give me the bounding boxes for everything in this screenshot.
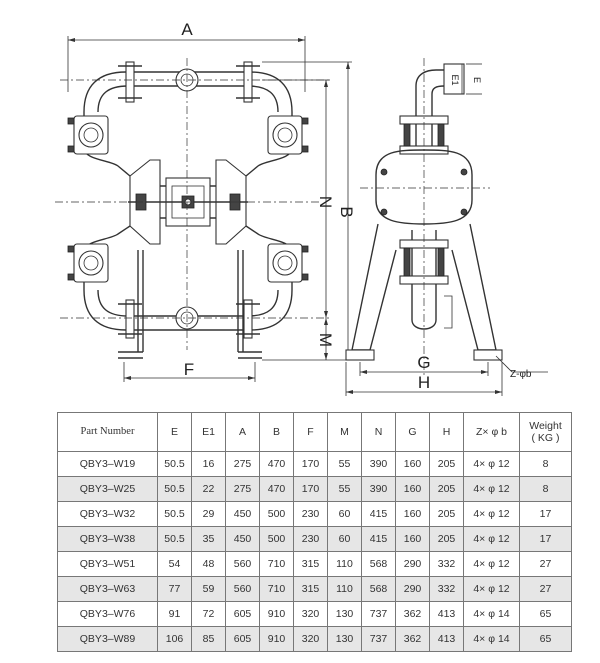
dimension-m bbox=[316, 318, 335, 360]
cell-b: 710 bbox=[260, 552, 294, 577]
cell-m: 60 bbox=[328, 502, 362, 527]
cell-h: 332 bbox=[430, 552, 464, 577]
cell-h: 205 bbox=[430, 527, 464, 552]
dimension-b bbox=[262, 62, 356, 360]
cell-part-number: QBY3–W63 bbox=[58, 577, 158, 602]
cell-e: 77 bbox=[158, 577, 192, 602]
dimension-table bbox=[57, 412, 572, 652]
cell-weight: 8 bbox=[520, 452, 572, 477]
cell-g: 290 bbox=[396, 552, 430, 577]
cell-e1: 29 bbox=[192, 502, 226, 527]
cell-e: 50.5 bbox=[158, 452, 192, 477]
cell-part-number: QBY3–W89 bbox=[58, 627, 158, 652]
cell-holes: 4× φ 14 bbox=[464, 627, 520, 652]
cell-n: 568 bbox=[362, 552, 396, 577]
cell-g: 160 bbox=[396, 527, 430, 552]
cell-weight: 65 bbox=[520, 627, 572, 652]
table-row bbox=[58, 627, 572, 652]
cell-h: 413 bbox=[430, 627, 464, 652]
cell-holes: 4× φ 14 bbox=[464, 602, 520, 627]
cell-f: 315 bbox=[294, 577, 328, 602]
cell-e: 91 bbox=[158, 602, 192, 627]
cell-a: 450 bbox=[226, 502, 260, 527]
cell-a: 560 bbox=[226, 577, 260, 602]
cell-h: 205 bbox=[430, 452, 464, 477]
cell-holes: 4× φ 12 bbox=[464, 577, 520, 602]
header-m: M bbox=[328, 413, 362, 452]
cell-part-number: QBY3–W32 bbox=[58, 502, 158, 527]
cell-a: 275 bbox=[226, 477, 260, 502]
header-b: B bbox=[260, 413, 294, 452]
label-f: F bbox=[183, 360, 195, 379]
table-row bbox=[58, 602, 572, 627]
cell-a: 605 bbox=[226, 602, 260, 627]
header-a: A bbox=[226, 413, 260, 452]
cell-h: 413 bbox=[430, 602, 464, 627]
cell-weight: 27 bbox=[520, 552, 572, 577]
cell-n: 390 bbox=[362, 452, 396, 477]
cell-f: 320 bbox=[294, 602, 328, 627]
label-h: H bbox=[417, 373, 431, 392]
label-m: M bbox=[316, 332, 335, 348]
cell-h: 332 bbox=[430, 577, 464, 602]
cell-b: 910 bbox=[260, 602, 294, 627]
cell-weight: 27 bbox=[520, 577, 572, 602]
cell-e1: 16 bbox=[192, 452, 226, 477]
bottom-manifold bbox=[84, 290, 292, 338]
cell-g: 160 bbox=[396, 502, 430, 527]
cell-n: 415 bbox=[362, 527, 396, 552]
cell-f: 170 bbox=[294, 452, 328, 477]
header-weight: Weight ( KG ) bbox=[520, 413, 572, 452]
cell-e1: 48 bbox=[192, 552, 226, 577]
cell-e: 50.5 bbox=[158, 477, 192, 502]
cell-e1: 72 bbox=[192, 602, 226, 627]
front-view bbox=[55, 20, 356, 382]
table-row bbox=[58, 577, 572, 602]
table-row bbox=[58, 502, 572, 527]
cell-weight: 65 bbox=[520, 602, 572, 627]
cell-e1: 85 bbox=[192, 627, 226, 652]
table-row bbox=[58, 452, 572, 477]
cell-f: 230 bbox=[294, 502, 328, 527]
cell-b: 500 bbox=[260, 502, 294, 527]
cell-holes: 4× φ 12 bbox=[464, 477, 520, 502]
cell-b: 470 bbox=[260, 452, 294, 477]
cell-b: 710 bbox=[260, 577, 294, 602]
dimension-f bbox=[124, 360, 255, 382]
side-view bbox=[346, 58, 548, 396]
cell-n: 737 bbox=[362, 627, 396, 652]
cell-a: 275 bbox=[226, 452, 260, 477]
label-g: G bbox=[417, 353, 431, 372]
header-part-number: Part Number bbox=[58, 413, 158, 452]
cell-g: 290 bbox=[396, 577, 430, 602]
top-manifold bbox=[84, 62, 292, 112]
cell-b: 470 bbox=[260, 477, 294, 502]
header-holes: Z× φ b bbox=[464, 413, 520, 452]
cell-e: 50.5 bbox=[158, 527, 192, 552]
cell-a: 450 bbox=[226, 527, 260, 552]
cell-g: 160 bbox=[396, 477, 430, 502]
cell-b: 910 bbox=[260, 627, 294, 652]
cell-n: 568 bbox=[362, 577, 396, 602]
cell-m: 55 bbox=[328, 477, 362, 502]
cell-weight: 8 bbox=[520, 477, 572, 502]
cell-e: 106 bbox=[158, 627, 192, 652]
cell-part-number: QBY3–W25 bbox=[58, 477, 158, 502]
header-e: E bbox=[158, 413, 192, 452]
cell-part-number: QBY3–W19 bbox=[58, 452, 158, 477]
cell-part-number: QBY3–W76 bbox=[58, 602, 158, 627]
header-g: G bbox=[396, 413, 430, 452]
cell-m: 130 bbox=[328, 627, 362, 652]
label-e1: E1 bbox=[450, 74, 460, 86]
cell-g: 160 bbox=[396, 452, 430, 477]
cell-e: 54 bbox=[158, 552, 192, 577]
cell-e: 50.5 bbox=[158, 502, 192, 527]
cell-weight: 17 bbox=[520, 502, 572, 527]
label-hole: Z-φb bbox=[510, 369, 532, 380]
cell-n: 415 bbox=[362, 502, 396, 527]
cell-f: 170 bbox=[294, 477, 328, 502]
cell-part-number: QBY3–W38 bbox=[58, 527, 158, 552]
cell-b: 500 bbox=[260, 527, 294, 552]
cell-a: 560 bbox=[226, 552, 260, 577]
table-header-row bbox=[58, 413, 572, 452]
cell-h: 205 bbox=[430, 477, 464, 502]
cell-f: 320 bbox=[294, 627, 328, 652]
cell-n: 737 bbox=[362, 602, 396, 627]
cell-part-number: QBY3–W51 bbox=[58, 552, 158, 577]
cell-e1: 59 bbox=[192, 577, 226, 602]
table-body bbox=[58, 452, 572, 652]
cell-m: 55 bbox=[328, 452, 362, 477]
cell-m: 110 bbox=[328, 577, 362, 602]
cell-holes: 4× φ 12 bbox=[464, 527, 520, 552]
label-e: E bbox=[472, 76, 482, 84]
cell-holes: 4× φ 12 bbox=[464, 452, 520, 477]
label-a: A bbox=[181, 20, 193, 39]
cell-m: 60 bbox=[328, 527, 362, 552]
header-e1: E1 bbox=[192, 413, 226, 452]
header-f: F bbox=[294, 413, 328, 452]
table-row bbox=[58, 552, 572, 577]
cell-g: 362 bbox=[396, 627, 430, 652]
label-n: N bbox=[316, 195, 335, 209]
cell-f: 230 bbox=[294, 527, 328, 552]
header-n: N bbox=[362, 413, 396, 452]
cell-e1: 35 bbox=[192, 527, 226, 552]
cell-h: 205 bbox=[430, 502, 464, 527]
cell-g: 362 bbox=[396, 602, 430, 627]
cell-holes: 4× φ 12 bbox=[464, 502, 520, 527]
cell-e1: 22 bbox=[192, 477, 226, 502]
cell-holes: 4× φ 12 bbox=[464, 552, 520, 577]
cell-m: 130 bbox=[328, 602, 362, 627]
cell-a: 605 bbox=[226, 627, 260, 652]
label-b: B bbox=[337, 206, 356, 218]
hole-callout bbox=[496, 356, 548, 380]
cell-n: 390 bbox=[362, 477, 396, 502]
table-row bbox=[58, 477, 572, 502]
cell-m: 110 bbox=[328, 552, 362, 577]
cell-f: 315 bbox=[294, 552, 328, 577]
cell-weight: 17 bbox=[520, 527, 572, 552]
header-h: H bbox=[430, 413, 464, 452]
table-row bbox=[58, 527, 572, 552]
